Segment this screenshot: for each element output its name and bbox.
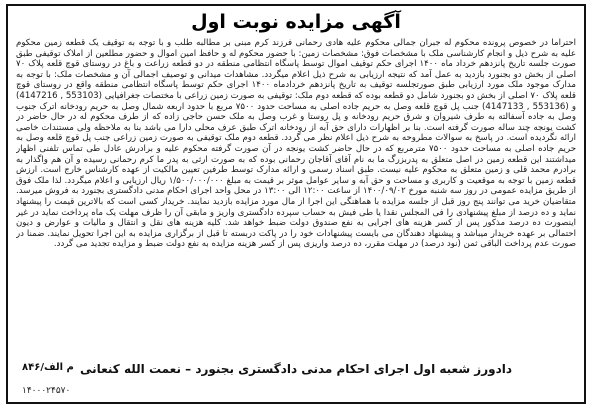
notice-title: آگهی مزایده نوبت اول <box>191 11 401 33</box>
auction-notice <box>6 4 586 404</box>
notice-body: احتراما در خصوص پرونده محکوم له جبران جمالی محکوم علیه هادی رحمانی فرزند کرم مبنی بر مطالبه طلب و با توجه به توقیف یک قطعه زمین محکوم علیه به شرح ذیل و انجام کارشناسی ملک با مشخصات فوق: مشخصات زمین: با حضور محکوم له و حافظ امین اموال و حضور مطلعین از املاک توقیفی طبق صورت جلسه تاریخ پانزدهم خرداد ماه ۱۴۰۰ اجرای حکم توقیف اموال توسط پاسگاه انتظامی منطقه در دو قطعه زراعت و باغ در روستای قوچ قلعه پلاک ۷۰ اصلی از بخش دو بجنورد بازدید به عمل آمد که نتیجه ارزیابی به شرح ذیل اعلام میگردد. مشاهدات میدانی و توصیف اجمالی آن و مشخصات ملک: با توجه به مدارک موجود ملک مورد ارزیابی طبق صورتجلسه توقیف به تاریخ پانزدهم خردادماه ۱۴۰۰ اجرای حکم توسط پاسگاه انتظامی منطقه واقع در روستای قوچ قلعه پلاک ۷۰ اصلی از بخش دو بجنورد شامل دو قطعه بوده که قطعه دوم ملک: توقیفی به صورت زمین زراعی با مختصات جغرافیایی (553103 , 4147216) و (553136 , 4147133) جنب پل قوچ قلعه وصل به حریم جاده اصلی به مساحت حدود ۷۵۰۰ مربع با حدود اربعه شمال وصل به حریم رودخانه اترک جنوب وصل به جاده آسفالته به طرف شیروان و شرق حریم رودخانه و پل روستا و غرب وصل به ملک حسن حاجی زاده که از طرف محکوم له در حال حاضر در کشت یونجه چند ساله صورت گرفته است. بنا بر اظهارات دارای حق آبه از رودخانه اترک طبق عرف محلی دارا می باشد بنا به ملاحظه ولی مستندات خاصی ارائه نگردیده است. در پاسخ به سوالات مطروحه به شرح ذیل اعلام نظر می گردد. قطعه دوم ملک توقیفی به صورت زمین زراعی جنب پل قوچ قلعه وصل به حریم جاده اصلی به مساحت حدود ۷۵۰۰ مترمربع که در حال حاضر کشت یونجه در آن صورت گرفته محکوم علیه و برادرش عادل طی تماس تلفنی اظهار میداشتند این قطعه زمین در اصل متعلق به پدربزرگ ما به نام آقای آقاجان رحمانی بوده که به صورت ارثی به پدر ما کرم رحمانی رسیده و آن هم واگذار به برادرم محمد قلی و زمین متعلق به محکوم علیه نیست. طبق اسناد رسمی و ارائه مدارک توسط طرفین تعیین مالکیت از عهده کارشناس خارج است. ارزش قطعه زمین با توجه به موقعیت و کاربری و مساحت و حق آبه و سایر عوامل موثر بر قیمت به مبلغ ۱/۵۰۰/۰۰۰/۰۰۰ ریال ارزیابی و اعلام میگردد. لذا ملک فوق از طریق مزایده عمومی در روز سه شنبه مورخ ۱۴۰۰/۰۹/۰۲ از ساعت ۱۲:۰۰ الی ۱۳:۰۰ در محل واحد اجرای احکام مدنی دادگستری بجنورد به فروش میرسد. متقاضیان خرید می توانند پنج روز قبل از جلسه مزایده با هماهنگی این اجرا از مال مورد مزایده بازدید نمایند. خریدار کسی است که بالاترین قیمت را پیشنهاد نماید و ده درصد از مبلغ پیشنهادی را فی المجلس نقدا یا طی فیش به حساب سپرده دادگستری واریز و مابقی آن را ظرف مهلت یک ماه پرداخت نماید در غیر اینصورت ده درصد مذکور پس از کسر هزینه های اجرایی به نفع صندوق دولت ضبط خواهد شد. کلیه هزینه های نقل و انتقال و مالیات و عوارض و دیون احتمالی بر عهده خریدار میباشد و پیشنهاد دهندگان می بایست پیشنهادات خود را در پاکت دربسته تا قبل از برگزاری مزایده به این اجرا تحویل نمایند. ضمنا در صورت عدم پرداخت الباقی ثمن (نود درصد) در مهلت مقرر، ده درصد واریزی پس از کسر هزینه مزایده به نفع دولت ضبط و مزایده تجدید می گردد. <box>16 38 576 250</box>
notice-id: ۱۴۰۰۰۲۴۵۷۰ <box>22 386 71 396</box>
notice-code: م الف/۸۴۶ <box>22 362 74 373</box>
notice-signature: دادورز شعبه اول اجرای احکام مدنی دادگستری بجنورد – نعمت الله کنعانی <box>79 362 513 376</box>
